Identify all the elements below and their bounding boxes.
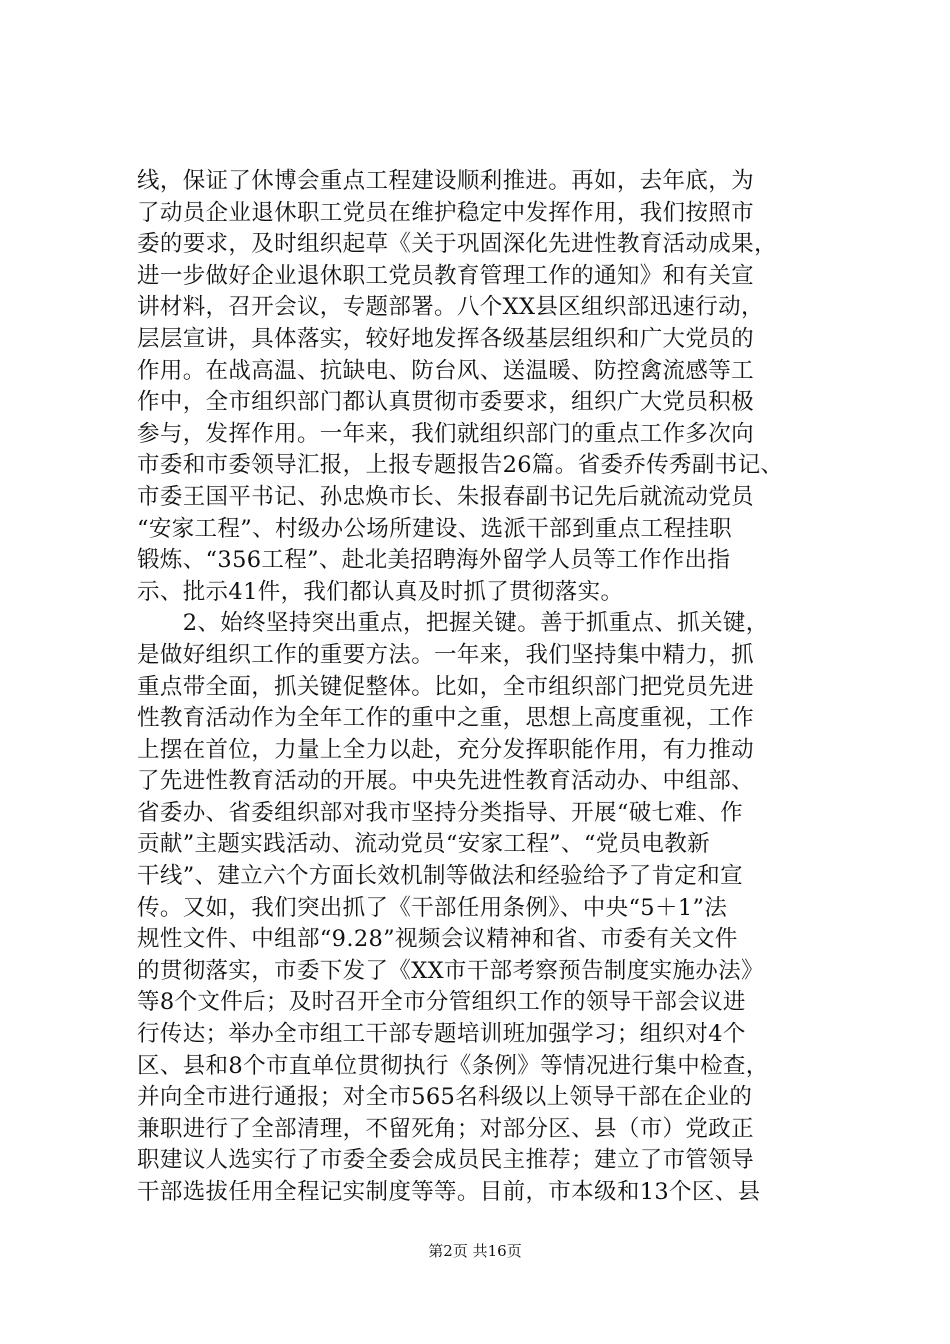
text-line: 2、始终坚持突出重点，把握关键。善于抓重点、抓关键， [137, 610, 769, 637]
text-line: 进一步做好企业退休职工党员教育管理工作的通知》和有关宣 [137, 262, 754, 289]
page-footer [0, 1240, 950, 1261]
text-line: 干部选拔任用全程记实制度等等。目前，市本级和13个区、县 [137, 1179, 761, 1205]
text-line: 兼职进行了全部清理，不留死角；对部分区、县（市）党政正 [137, 1115, 754, 1142]
text-line: 区、县和8个市直单位贯彻执行《条例》等情况进行集中检查， [137, 1052, 769, 1079]
text-line: 示、批示41件，我们都认真及时抓了贯彻落实。 [137, 578, 624, 605]
text-line: 了动员企业退休职工党员在维护稳定中发挥作用，我们按照市 [137, 199, 754, 226]
text-line: 作中，全市组织部门都认真贯彻市委要求，组织广大党员积极 [137, 389, 754, 416]
text-line: 性教育活动作为全年工作的重中之重，思想上高度重视，工作 [137, 705, 754, 732]
text-line: “安家工程”、村级办公场所建设、选派干部到重点工程挂职 [137, 515, 732, 542]
text-line: 市委王国平书记、孙忠焕市长、朱报春副书记先后就流动党员 [137, 483, 754, 510]
text-line: 是做好组织工作的重要方法。一年来，我们坚持集中精力，抓 [137, 641, 754, 668]
text-line: 的贯彻落实，市委下发了《XX市干部考察预告制度实施办法》 [137, 957, 764, 984]
text-line: 委的要求，及时组织起草《关于巩固深化先进性教育活动成果， [137, 231, 777, 258]
text-line: 作用。在战高温、抗缺电、防台风、送温暖、防控禽流感等工 [137, 357, 754, 384]
text-line: 职建议人选实行了市委全委会成员民主推荐；建立了市管领导 [137, 1147, 754, 1174]
text-line: 等8个文件后；及时召开全市分管组织工作的领导干部会议进 [137, 989, 746, 1016]
document-body [137, 166, 837, 1209]
text-line: 了先进性教育活动的开展。中央先进性教育活动办、中组部、 [137, 768, 754, 795]
text-line: 锻炼、“356工程”、赴北美招聘海外留学人员等工作作出指 [137, 547, 731, 574]
text-line: 贡献”主题实践活动、流动党员“安家工程”、“党员电教新 [137, 831, 710, 858]
text-line: 参与，发挥作用。一年来，我们就组织部门的重点工作多次向 [137, 420, 754, 447]
text-line: 行传达；举办全市组工干部专题培训班加强学习；组织对4个 [137, 1021, 746, 1048]
text-line: 层层宣讲，具体落实，较好地发挥各级基层组织和广大党员的 [137, 325, 754, 352]
text-line: 上摆在首位，力量上全力以赴，充分发挥职能作用，有力推动 [137, 736, 754, 763]
text-line: 并向全市进行通报；对全市565名科级以上领导干部在企业的 [137, 1084, 753, 1111]
text-line: 规性文件、中组部“9.28”视频会议精神和省、市委有关文件 [137, 926, 738, 953]
text-line: 重点带全面，抓关键促整体。比如，全市组织部门把党员先进 [137, 673, 754, 700]
text-line: 线，保证了休博会重点工程建设顺利推进。再如，去年底，为 [137, 168, 754, 194]
text-line: 传。又如，我们突出抓了《干部任用条例》、中央“5＋1”法 [137, 894, 728, 921]
text-line: 市委和市委领导汇报，上报专题报告26篇。省委乔传秀副书记、 [137, 452, 784, 479]
page-number-label: 第2页 共16页 [428, 1242, 522, 1260]
text-line: 讲材料，召开会议，专题部署。八个XX县区组织部迅速行动， [137, 294, 764, 321]
text-line: 干线”、建立六个方面长效机制等做法和经验给予了肯定和宣 [137, 863, 743, 890]
text-line: 省委办、省委组织部对我市坚持分类指导、开展“破七难、作 [137, 799, 743, 826]
